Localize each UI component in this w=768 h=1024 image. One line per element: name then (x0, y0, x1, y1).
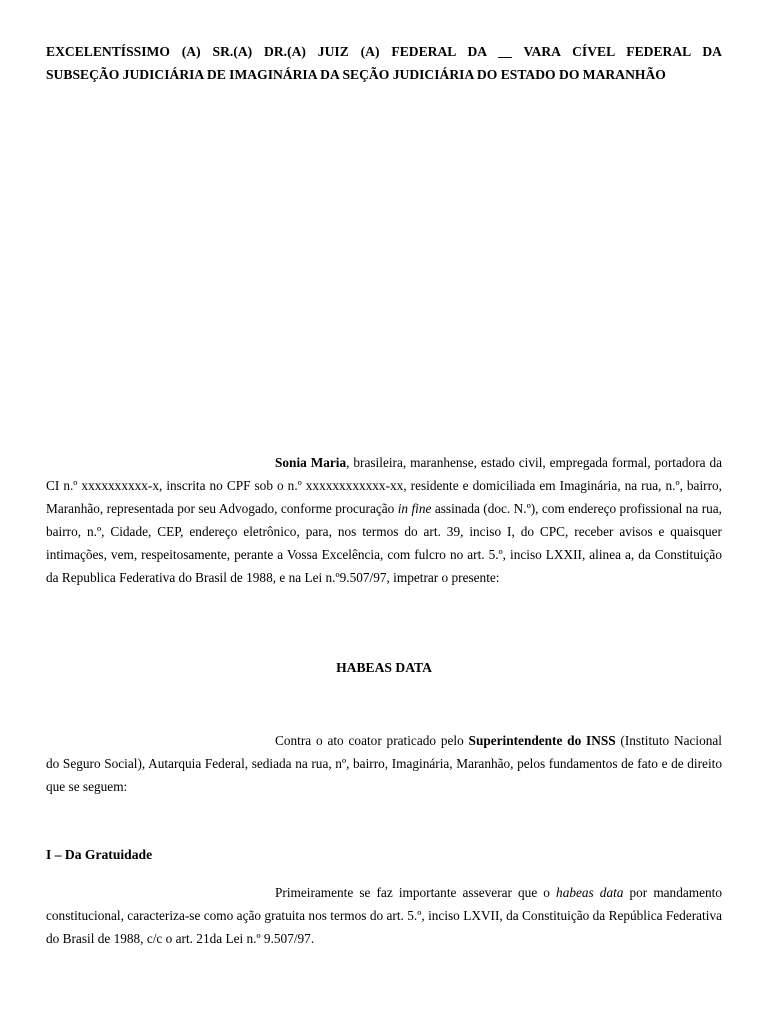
court-address-heading (46, 40, 722, 86)
gratuidade-paragraph (46, 881, 722, 950)
respondent-text-b: (Instituto Nacional do Seguro Social), Autarquia Federal, sediada na rua, nº, bairro, Imaginária, Maranhão, pelos fundamentos de fato e de direito que se seguem: (46, 733, 722, 794)
qualification-text-a: , brasileira, maranhense, estado civil, empregada formal, portadora da CI n.º xxxxxxxxxx-x, inscrita no CPF sob o n.º xxxxxxxxxxxx-xx, residente e domiciliada em Imaginária, na rua, n.º, bairro, Maranhão, representada por seu Advogado, conforme procuração (46, 455, 722, 516)
heading-line-1: EXCELENTÍSSIMO (A) SR.(A) DR.(A) JUIZ (A) FEDERAL DA __ VARA CÍVEL FEDERAL DA (46, 44, 722, 59)
section-heading-gratuidade: I – Da Gratuidade (46, 847, 153, 862)
heading-line-2: SUBSEÇÃO JUDICIÁRIA DE IMAGINÁRIA DA SEÇÃO JUDICIÁRIA DO ESTADO DO MARANHÃO (46, 67, 666, 82)
document-page (46, 40, 723, 946)
qualification-italic: in fine (397, 501, 432, 516)
respondent-paragraph (46, 729, 722, 798)
gratuidade-italic: habeas data (556, 885, 624, 900)
respondent-name: Superintendente do INSS (468, 733, 616, 748)
document-title: HABEAS DATA (336, 660, 432, 675)
respondent-text-a: Contra o ato coator praticado pelo (275, 733, 469, 748)
gratuidade-text-b: por mandamento constitucional, caracteriza-se como ação gratuita nos termos do art. 5.º, inciso LXVII, da Constituição da República Federativa do Brasil de 1988, c/c o art. 21da Lei n.º 9.507/97. (46, 885, 722, 946)
qualification-paragraph (46, 451, 722, 589)
gratuidade-text-a: Primeiramente se faz importante asseverar que o (275, 885, 557, 900)
qualification-text-b: assinada (doc. N.º), com endereço profissional na rua, bairro, n.º, Cidade, CEP, endereço eletrônico, para, nos termos do art. 39, inciso I, do CPC, receber avisos e quaisquer intimações, vem, respeitosamente, perante a Vossa Excelência, com fulcro no art. 5.º, inciso LXXII, alinea a, da Constituição da Republica Federativa do Brasil de 1988, e na Lei n.º9.507/97, impetrar o presente: (46, 501, 723, 585)
plaintiff-name: Sonia Maria (275, 455, 347, 470)
